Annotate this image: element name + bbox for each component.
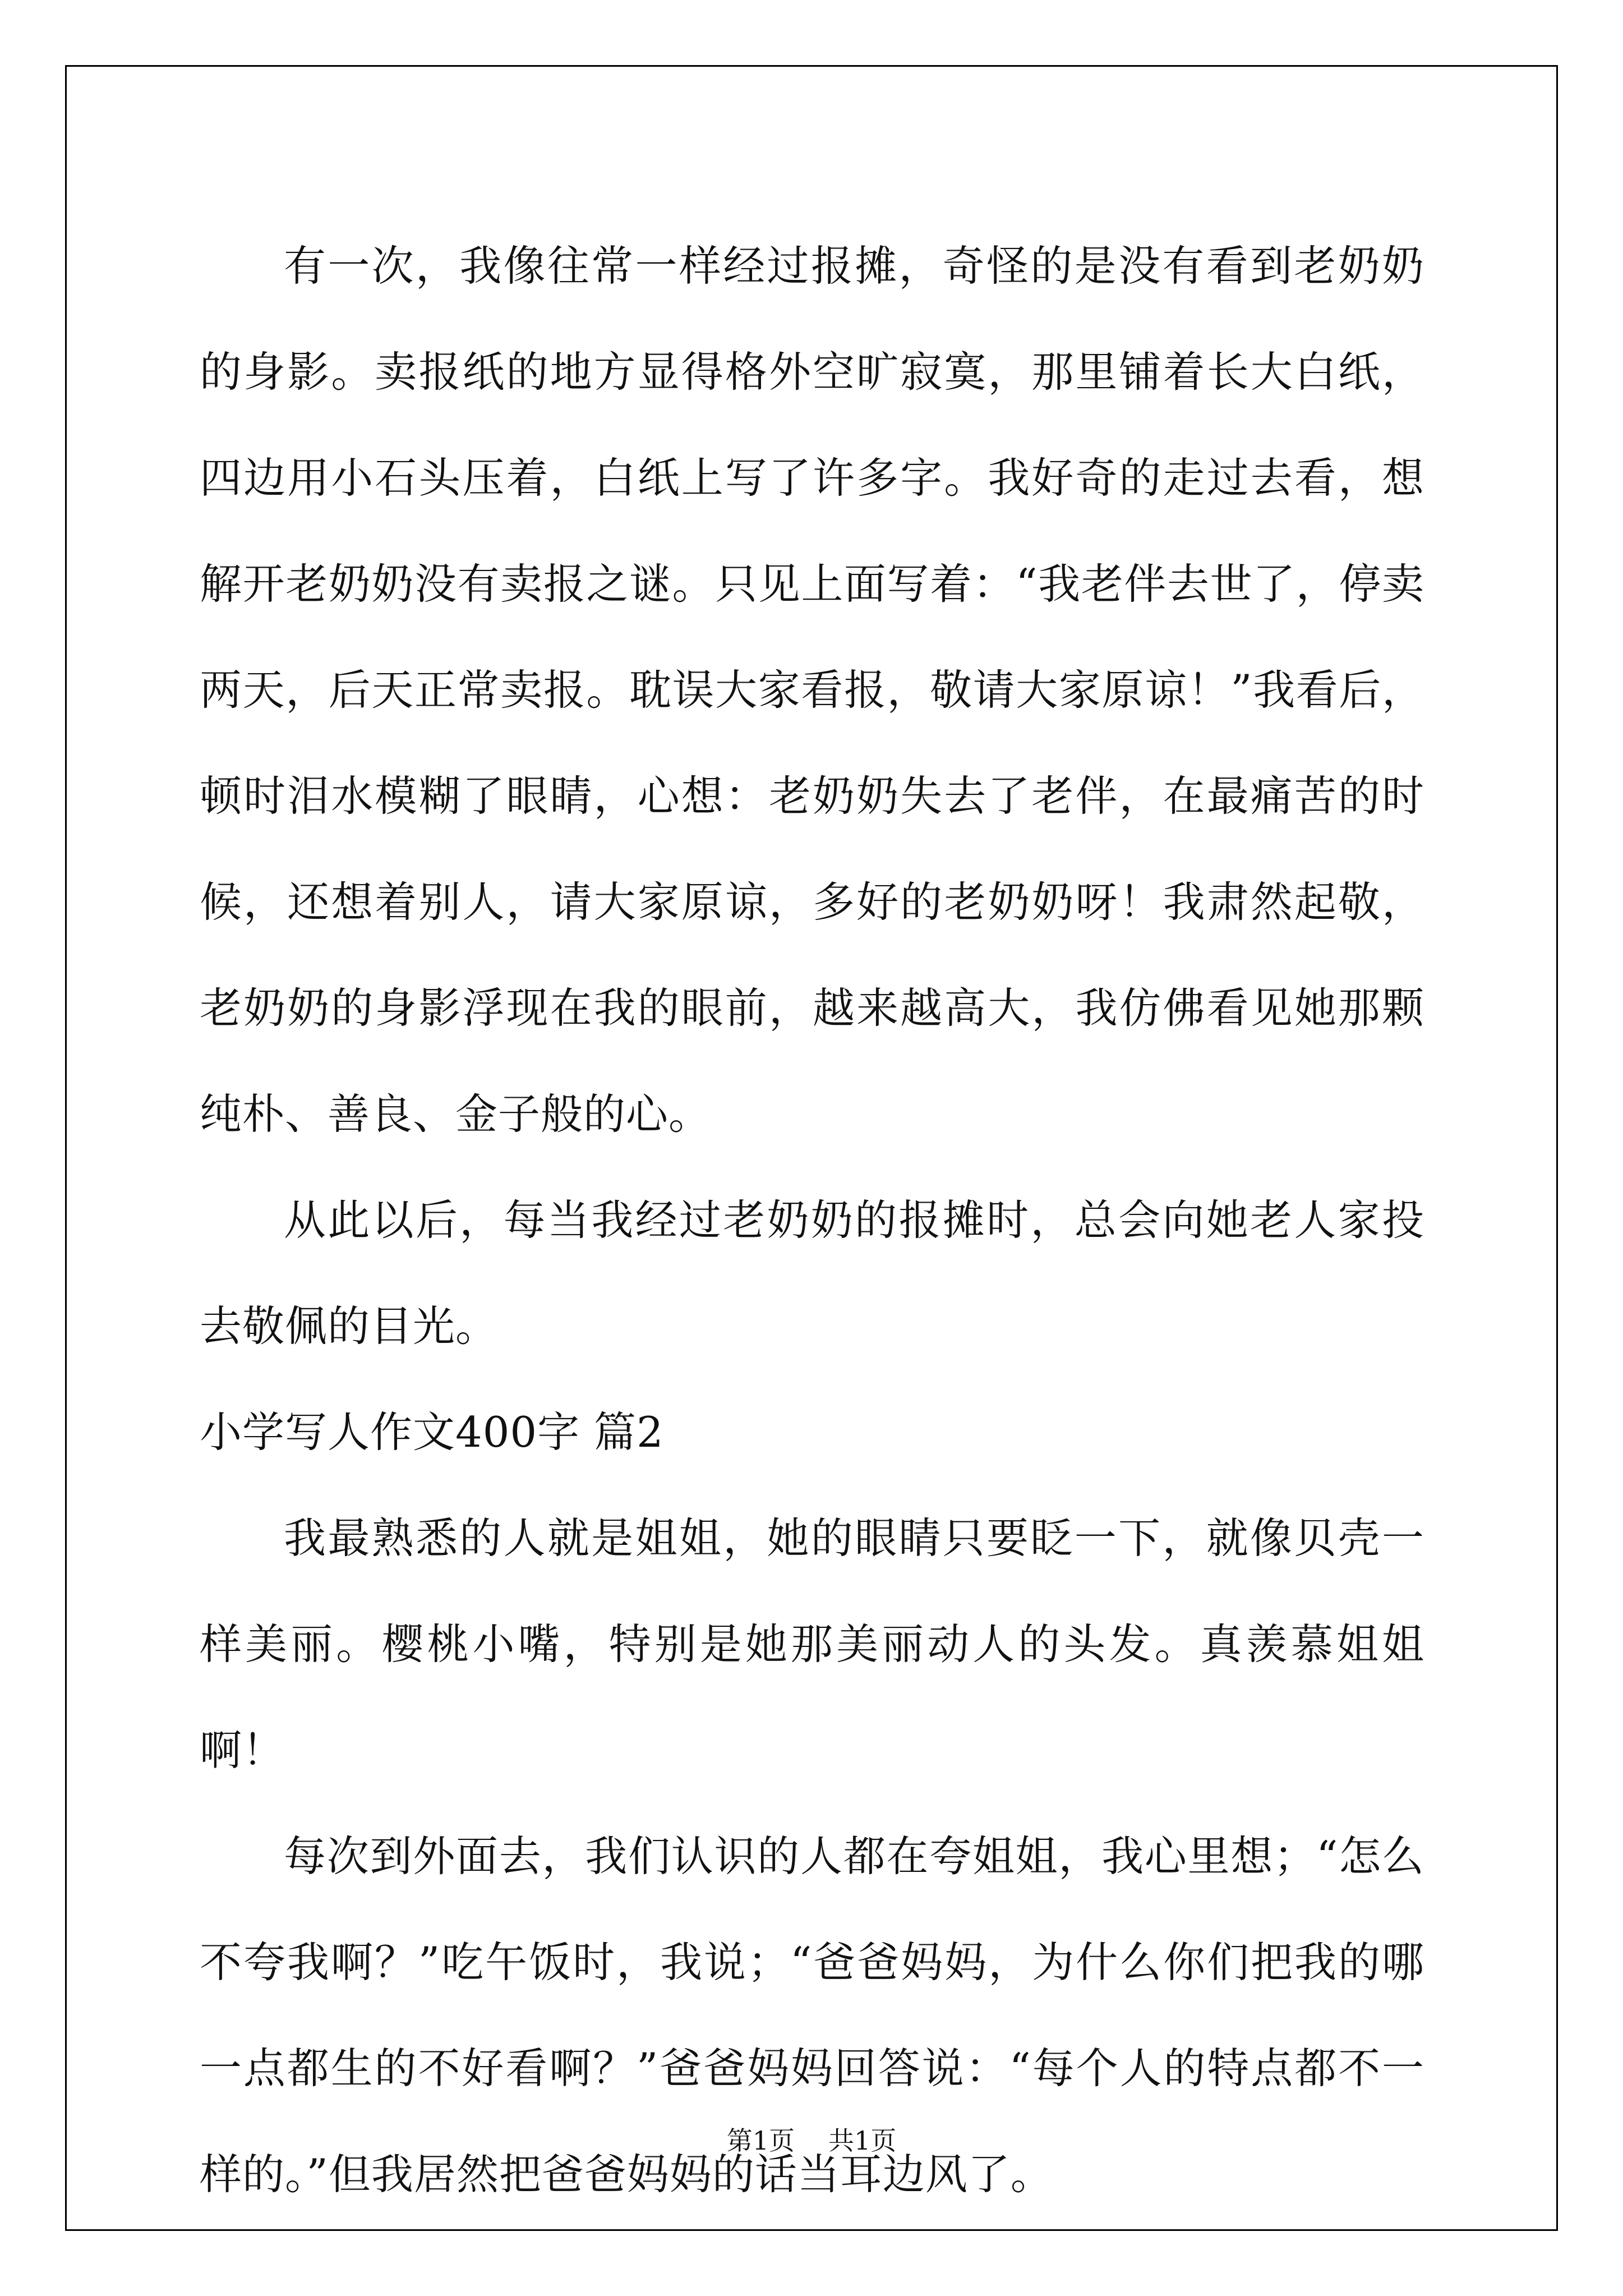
- paragraph-4: 每次到外面去，我们认识的人都在夸姐姐，我心里想；“怎么不夸我啊？”吃午饭时，我说；“爸爸妈妈，为什么你们把我的哪一点都生的不好看啊？”爸爸妈妈回答说：“每个人的特点都不一样的。”但我居然把爸爸妈妈的话当耳边风了。: [200, 1832, 1424, 2199]
- page-number: 第1页: [726, 2125, 795, 2156]
- page-footer: [0, 2120, 1623, 2157]
- section-heading: 小学写人作文400字 篇2: [200, 1407, 664, 1457]
- paragraph-3: 我最熟悉的人就是姐姐，她的眼睛只要眨一下，就像贝壳一样美丽。樱桃小嘴，特别是她那美丽动人的头发。真羡慕姐姐啊！: [200, 1513, 1424, 1775]
- paragraph-2: 从此以后，每当我经过老奶奶的报摊时，总会向她老人家投去敬佩的目光。: [200, 1195, 1424, 1351]
- paragraph-1: 有一次，我像往常一样经过报摊，奇怪的是没有看到老奶奶的身影。卖报纸的地方显得格外空旷寂寞，那里铺着长大白纸，四边用小石头压着，白纸上写了许多字。我好奇的走过去看，想解开老奶奶没有卖报之谜。只见上面写着：“我老伴去世了，停卖两天，后天正常卖报。耽误大家看报，敬请大家原谅！”我看后，顿时泪水模糊了眼睛，心想：老奶奶失去了老伴，在最痛苦的时候，还想着别人，请大家原谅，多好的老奶奶呀！我肃然起敬，老奶奶的身影浮现在我的眼前，越来越高大，我仿佛看见她那颗纯朴、善良、金子般的心。: [200, 241, 1424, 1139]
- document-body: [200, 213, 1424, 2228]
- page-total: 共1页: [828, 2125, 897, 2156]
